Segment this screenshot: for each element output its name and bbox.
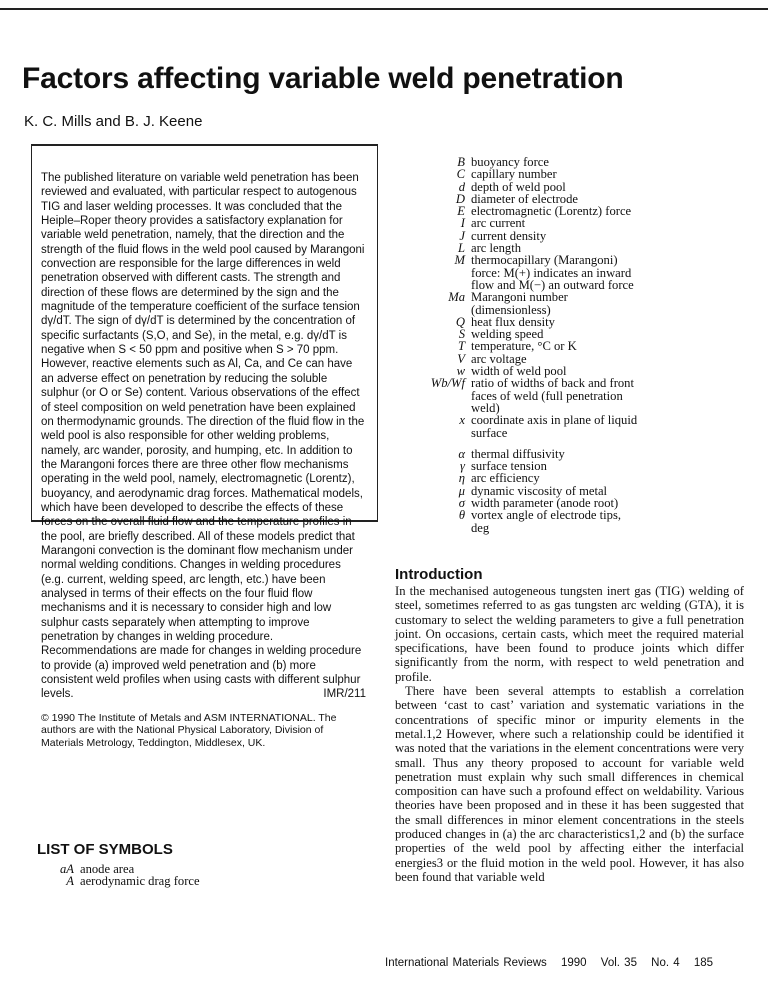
introduction-paragraph: In the mechanised autogeneous tungsten inert gas (TIG) welding of steel, sometimes referred to as gas tungsten arc welding (GTA), it is customary to select the welding parameters to give a full penetration joint. On occasions, certain casts, which meet the required material specifications, have been found to produce joints which differ significantly from the norm, with respect to weld penetration and profile. bbox=[395, 584, 744, 684]
symbol-definition: arc efficiency bbox=[471, 471, 540, 486]
page-footer bbox=[385, 957, 723, 969]
symbol-definition: width parameter (anode root) bbox=[471, 496, 619, 511]
symbol-definition: thermocapillary (Marangoni) force: M(+) indicates an inward flow and M(−) an outward force bbox=[471, 253, 634, 292]
introduction-paragraph: There have been several attempts to establish a correlation between ‘cast to cast’ variation and systematic variations in the concentrations of specific minor or impurity elements in the metal.1,2 However, where such a relationship could be identified it was noted that the variations in the element concentrations were very small. Thus any theory proposed to account for variable weld penetration must explain why such small differences in chemical composition can have such a profound effect on weldability. Various theories have been proposed and in these it has been suggested that the small differences in minor element concentrations in the steels produced changes in (a) the arc characteristics1,2 and (b) the surface properties of the weld pool by affecting either the interfacial energies3 or the fluid motion in the weld pool. However, it has also been found that variable weld bbox=[395, 684, 744, 884]
symbol-term: A bbox=[66, 874, 74, 889]
symbol-definition: Marangoni number (dimensionless) bbox=[471, 290, 568, 317]
article-authors: K. C. Mills and B. J. Keene bbox=[24, 113, 203, 130]
symbol-term: E bbox=[457, 204, 465, 219]
symbol-definition: temperature, °C or K bbox=[471, 339, 577, 354]
top-rule bbox=[0, 8, 768, 10]
symbol-term: S bbox=[458, 327, 465, 342]
symbol-row bbox=[395, 377, 641, 414]
symbol-definition: ratio of widths of back and front faces of weld (full penetration weld) bbox=[471, 376, 634, 415]
symbol-row bbox=[395, 509, 641, 534]
symbol-row bbox=[395, 340, 641, 352]
symbol-term: α bbox=[458, 446, 465, 461]
symbol-definition: arc length bbox=[471, 241, 521, 256]
symbol-term: D bbox=[455, 191, 465, 206]
symbol-term: V bbox=[457, 351, 465, 366]
symbol-row bbox=[395, 414, 641, 439]
symbol-row bbox=[395, 254, 641, 291]
symbol-row bbox=[395, 168, 641, 180]
symbol-definition: depth of weld pool bbox=[471, 179, 566, 194]
symbol-term: η bbox=[458, 471, 465, 486]
symbol-definition: thermal diffusivity bbox=[471, 446, 565, 461]
symbol-definition: electromagnetic (Lorentz) force bbox=[471, 204, 632, 219]
symbol-term: d bbox=[458, 179, 465, 194]
footer-volume: Vol. 35 bbox=[600, 957, 637, 969]
article-title: Factors affecting variable weld penetration bbox=[22, 62, 624, 95]
symbol-definition: current density bbox=[471, 228, 547, 243]
symbol-term: Ma bbox=[448, 290, 465, 305]
symbol-definition: heat flux density bbox=[471, 314, 555, 329]
symbol-term: w bbox=[456, 364, 465, 379]
symbol-term: J bbox=[459, 228, 465, 243]
symbol-term: T bbox=[457, 339, 465, 354]
footer-page: 185 bbox=[693, 957, 714, 969]
symbol-definition: surface tension bbox=[471, 459, 547, 474]
symbol-definition: width of weld pool bbox=[471, 364, 567, 379]
symbol-term: L bbox=[457, 241, 465, 256]
symbol-term: I bbox=[460, 216, 465, 231]
symbol-term: Wb/Wf bbox=[430, 376, 465, 391]
symbols-heading: LIST OF SYMBOLS bbox=[37, 841, 173, 858]
symbol-term: M bbox=[454, 253, 465, 268]
introduction-body bbox=[395, 584, 744, 884]
symbol-term: C bbox=[456, 167, 465, 182]
introduction-heading: Introduction bbox=[395, 566, 483, 583]
symbol-definition: capillary number bbox=[471, 167, 557, 182]
symbol-definition: welding speed bbox=[471, 327, 544, 342]
symbol-row bbox=[395, 217, 641, 229]
symbol-definition: anode area bbox=[80, 862, 135, 876]
symbol-term: B bbox=[457, 155, 465, 169]
symbol-term: σ bbox=[458, 496, 465, 511]
abstract-box bbox=[31, 144, 378, 749]
footer-journal: International Materials Reviews bbox=[385, 957, 547, 969]
footer-issue: No. 4 bbox=[651, 957, 680, 969]
symbol-definition: buoyancy force bbox=[471, 155, 549, 169]
symbol-term: θ bbox=[458, 508, 465, 523]
symbols-list-left bbox=[30, 863, 320, 888]
symbol-definition: dynamic viscosity of metal bbox=[471, 483, 608, 498]
symbol-term: aA bbox=[60, 862, 74, 876]
symbol-definition: vortex angle of electrode tips, deg bbox=[471, 508, 622, 535]
symbol-term: Q bbox=[455, 314, 465, 329]
symbol-term: μ bbox=[458, 483, 465, 498]
abstract-code: IMR/211 bbox=[323, 688, 366, 701]
symbol-definition: coordinate axis in plane of liquid surface bbox=[471, 413, 638, 440]
symbol-row bbox=[30, 875, 320, 887]
copyright-note: © 1990 The Institute of Metals and ASM INTERNATIONAL. The authors are with the National Physical Laboratory, Division of Materials Metrology, Teddington, Middlesex, UK. bbox=[41, 711, 337, 749]
symbol-row bbox=[395, 472, 641, 484]
abstract-text: The published literature on variable weld penetration has been reviewed and evaluated, with particular respect to autogenous TIG and laser welding processes. It was concluded that the Heiple–Roper theory provides a satisfactory explanation for variable weld penetration, namely, that the direction and the strength of the fluid flows in the weld pool caused by Marangoni convection are responsible for the large differences in weld penetration observed with different casts. The strength and direction of these flows are determined by the sign and the magnitude of the temperature coefficient of the surface tension dγ/dT. The sign of dγ/dT is determined by the concentration of specific surfactants (S,O, and Se), in the metal, e.g. dγ/dT is negative when S < 50 ppm and positive when S > 70 ppm. However, reactive elements such as Al, Ca, and Ce can have an adverse effect on penetration by reducing the soluble sulphur (or O or Se) content. Various observations of the effect of steel composition on weld penetration have been explained on thermodynamic grounds. The direction of the fluid flow in the weld pool is also responsible for other welding problems, namely, arc wander, porosity, and humping, etc. In addition to the Marangoni forces there are three other flow mechanisms operating in the weld pool, namely, electromagnetic (Lorentz), buoyancy, and aerodynamic drag forces. Mathematical models, which have been developed to describe the effects of these forces on the overall fluid flow and the temperature profiles in the pool, are briefly described. All of these models predict that Marangoni convection is the dominant flow mechanism under normal welding conditions. Changes in welding procedures (e.g. current, welding speed, arc length, etc.) have been analysed in terms of their effects on the four fluid flow mechanisms and it is necessary to consider high and low sulphur casts separately when attempting to improve penetration by changes in welding procedure. Recommendations are made for changes in welding procedure to provide (a) improved weld penetration and (b) more consistent weld profiles when using casts with different sulphur levels. bbox=[41, 172, 365, 701]
footer-year: 1990 bbox=[561, 957, 587, 969]
symbol-row bbox=[395, 291, 641, 316]
symbol-definition: arc voltage bbox=[471, 351, 527, 366]
symbol-term: γ bbox=[460, 459, 465, 474]
symbol-definition: aerodynamic drag force bbox=[80, 874, 200, 889]
symbol-term: x bbox=[459, 413, 465, 428]
abstract-paragraph bbox=[41, 171, 366, 702]
symbols-list-right bbox=[395, 156, 641, 534]
symbol-definition: diameter of electrode bbox=[471, 191, 578, 206]
symbol-definition: arc current bbox=[471, 216, 526, 231]
